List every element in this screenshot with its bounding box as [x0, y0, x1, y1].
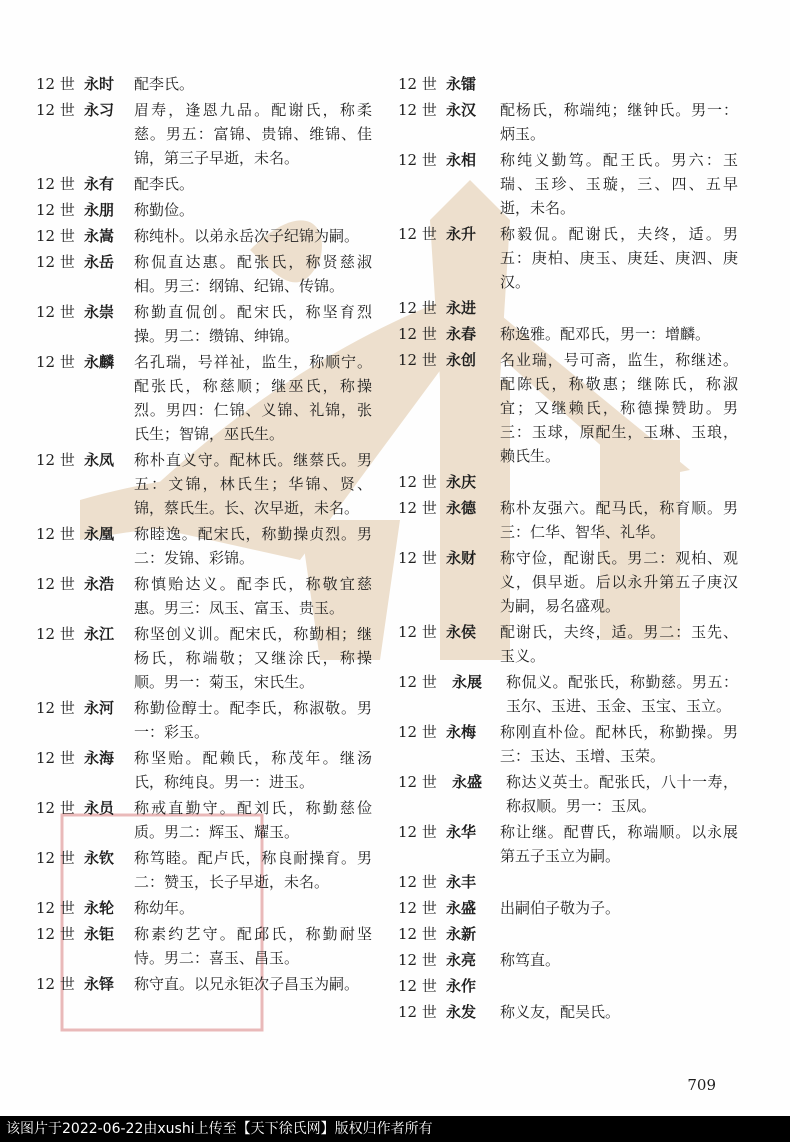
- generation-label: 12 世: [36, 899, 75, 917]
- person-name: 永盛: [452, 773, 483, 791]
- copyright-footer: 该图片于2022-06-22由xushi上传至【天下徐氏网】版权归作者所有: [0, 1116, 790, 1142]
- person-description: 称幼年。: [134, 899, 195, 917]
- generation-label: 12 世: [398, 723, 437, 741]
- person-name: 永朋: [84, 201, 115, 219]
- genealogy-entry: [398, 1000, 738, 1024]
- person-name: 永钜: [84, 925, 115, 943]
- person-name: 永进: [446, 299, 477, 317]
- generation-label: 12 世: [36, 849, 75, 867]
- person-description: 称朴直义守。配林氏。继蔡氏。男五：文锦，林氏生；华锦、贤、锦，蔡氏生。长、次早逝，未名。: [134, 451, 372, 517]
- person-name: 永梅: [446, 723, 477, 741]
- generation-label: 12 世: [36, 625, 75, 643]
- genealogy-entry: [36, 572, 372, 620]
- generation-label: 12 世: [398, 899, 437, 917]
- person-description: 称笃直。: [500, 951, 561, 969]
- person-description: 称守俭，配谢氏。男二：观柏、观义，俱早逝。后以永升第五子庚汉为嗣，易名盛观。: [500, 549, 738, 615]
- person-name: 永麟: [84, 353, 115, 371]
- person-name: 永员: [84, 799, 115, 817]
- person-name: 永岳: [84, 253, 115, 271]
- person-description: 称勤俭。: [134, 201, 195, 219]
- person-name: 永华: [446, 823, 477, 841]
- generation-label: 12 世: [398, 673, 437, 691]
- generation-label: 12 世: [36, 253, 75, 271]
- person-name: 永汉: [446, 101, 477, 119]
- person-name: 永浩: [84, 575, 115, 593]
- person-name: 永钦: [84, 849, 115, 867]
- person-name: 永镭: [446, 75, 477, 93]
- person-name: 永江: [84, 625, 115, 643]
- person-description: 名孔瑞，号祥祉，监生，称顺宁。配张氏，称慈顺；继巫氏，称操烈。男四：仁锦、义锦、礼锦，张氏生；智锦，巫氏生。: [134, 353, 372, 443]
- generation-label: 12 世: [398, 351, 437, 369]
- person-description: 配谢氏，夫终，适。男二：玉先、玉义。: [500, 623, 738, 665]
- person-name: 永庆: [446, 473, 477, 491]
- genealogy-entry: [398, 296, 738, 320]
- genealogy-entry: [398, 870, 738, 894]
- generation-label: 12 世: [36, 699, 75, 717]
- generation-label: 12 世: [36, 575, 75, 593]
- person-name: 永德: [446, 499, 477, 517]
- generation-label: 12 世: [398, 549, 437, 567]
- genealogy-entry: [398, 670, 738, 718]
- person-name: 永嵩: [84, 227, 115, 245]
- generation-label: 12 世: [36, 975, 75, 993]
- person-description: 眉寿，逢恩九品。配谢氏，称柔慈。男五：富锦、贵锦、维锦、佳锦，第三子早逝，未名。: [134, 101, 372, 167]
- generation-label: 12 世: [36, 525, 75, 543]
- person-description: 配杨氏，称端纯；继钟氏。男一：炳玉。: [500, 101, 738, 143]
- generation-label: 12 世: [398, 473, 437, 491]
- person-name: 永凤: [84, 451, 115, 469]
- genealogy-entry: [36, 796, 372, 844]
- generation-label: 12 世: [36, 353, 75, 371]
- generation-label: 12 世: [398, 499, 437, 517]
- genealogy-entry: [398, 720, 738, 768]
- generation-label: 12 世: [36, 303, 75, 321]
- generation-label: 12 世: [36, 201, 75, 219]
- genealogy-entry: [398, 72, 738, 96]
- person-description: 称达义英士。配张氏，八十一寿，称叔顺。男一：玉凤。: [506, 773, 738, 815]
- person-name: 永轮: [84, 899, 115, 917]
- generation-label: 12 世: [36, 799, 75, 817]
- genealogy-entry: [36, 972, 372, 996]
- genealogy-entry: [36, 350, 372, 446]
- person-description: 出嗣伯子敬为子。: [500, 899, 621, 917]
- generation-label: 12 世: [36, 227, 75, 245]
- person-description: 称笃睦。配卢氏，称良耐操育。男二：赞玉，长子早逝，未名。: [134, 849, 372, 891]
- person-name: 永河: [84, 699, 115, 717]
- genealogy-entry: [36, 846, 372, 894]
- genealogy-entry: [36, 696, 372, 744]
- genealogy-entry: [36, 198, 372, 222]
- generation-label: 12 世: [36, 75, 75, 93]
- generation-label: 12 世: [398, 623, 437, 641]
- person-description: 名业瑞，号可斋，监生，称继述。配陈氏，称敬惠；继陈氏，称淑宜；又继赖氏，称德操赞助。男三：玉球，原配生，玉琳、玉琅，赖氏生。: [500, 351, 738, 465]
- generation-label: 12 世: [36, 451, 75, 469]
- genealogy-entry: [36, 448, 372, 520]
- generation-label: 12 世: [398, 951, 437, 969]
- genealogy-entry: [36, 98, 372, 170]
- person-description: 配李氏。: [134, 175, 195, 193]
- generation-label: 12 世: [36, 925, 75, 943]
- genealogy-entry: [36, 522, 372, 570]
- genealogy-entry: [398, 922, 738, 946]
- genealogy-entry: [36, 746, 372, 794]
- person-description: 称坚创义训。配宋氏，称勤相；继杨氏，称端敬；又继涂氏，称操顺。男一：菊玉，宋氏生。: [134, 625, 372, 691]
- person-name: 永侯: [446, 623, 477, 641]
- genealogy-entry: [36, 622, 372, 694]
- genealogy-entry: [36, 250, 372, 298]
- generation-label: 12 世: [398, 823, 437, 841]
- genealogy-entry: [398, 148, 738, 220]
- generation-label: 12 世: [398, 151, 437, 169]
- person-description: 称坚贻。配赖氏，称茂年。继汤氏，称纯良。男一：进玉。: [134, 749, 372, 791]
- genealogy-entry: [398, 98, 738, 146]
- person-name: 永铎: [84, 975, 115, 993]
- genealogy-entry: [398, 546, 738, 618]
- generation-label: 12 世: [398, 773, 437, 791]
- genealogy-entry: [36, 922, 372, 970]
- person-description: 称侃直达惠。配张氏，称贤慈淑相。男三：纲锦、纪锦、传锦。: [134, 253, 372, 295]
- person-description: 称慎贻达义。配李氏，称敬宜慈惠。男三：凤玉、富玉、贵玉。: [134, 575, 372, 617]
- generation-label: 12 世: [398, 1003, 437, 1021]
- person-name: 永海: [84, 749, 115, 767]
- generation-label: 12 世: [398, 75, 437, 93]
- person-description: 称毅侃。配谢氏，夫终，适。男五：庚柏、庚玉、庚廷、庚泗、庚汉。: [500, 225, 738, 291]
- genealogy-entry: [398, 620, 738, 668]
- right-column: [398, 72, 738, 1026]
- generation-label: 12 世: [398, 325, 437, 343]
- person-name: 永凰: [84, 525, 115, 543]
- person-name: 永展: [452, 673, 483, 691]
- person-name: 永发: [446, 1003, 477, 1021]
- genealogy-entry: [36, 172, 372, 196]
- person-description: 称纯义勤笃。配王氏。男六：玉瑞、玉珍、玉璇，三、四、五早逝，未名。: [500, 151, 738, 217]
- genealogy-entry: [398, 222, 738, 294]
- generation-label: 12 世: [36, 175, 75, 193]
- person-description: 称纯朴。以弟永岳次子纪锦为嗣。: [134, 227, 360, 245]
- person-name: 永创: [446, 351, 477, 369]
- generation-label: 12 世: [398, 873, 437, 891]
- genealogy-entry: [398, 470, 738, 494]
- person-description: 称义友，配吴氏。: [500, 1003, 621, 1021]
- person-description: 称让继。配曹氏，称端顺。以永展第五子玉立为嗣。: [500, 823, 738, 865]
- generation-label: 12 世: [36, 749, 75, 767]
- generation-label: 12 世: [398, 101, 437, 119]
- person-name: 永春: [446, 325, 477, 343]
- person-name: 永崇: [84, 303, 115, 321]
- generation-label: 12 世: [398, 225, 437, 243]
- genealogy-entry: [36, 300, 372, 348]
- generation-label: 12 世: [398, 299, 437, 317]
- person-name: 永习: [84, 101, 115, 119]
- person-description: 称刚直朴俭。配林氏，称勤操。男三：玉达、玉增、玉荣。: [500, 723, 738, 765]
- person-description: 称勤俭醇士。配李氏，称淑敬。男一：彩玉。: [134, 699, 372, 741]
- genealogy-entry: [398, 896, 738, 920]
- genealogy-entry: [398, 974, 738, 998]
- person-name: 永财: [446, 549, 477, 567]
- generation-label: 12 世: [398, 977, 437, 995]
- person-description: 配李氏。: [134, 75, 195, 93]
- person-description: 称睦逸。配宋氏，称勤操贞烈。男二：发锦、彩锦。: [134, 525, 372, 567]
- person-description: 称戒直勤守。配刘氏，称勤慈俭质。男二：辉玉、耀玉。: [134, 799, 372, 841]
- genealogy-entry: [36, 72, 372, 96]
- genealogy-entry: [36, 896, 372, 920]
- person-name: 永亮: [446, 951, 477, 969]
- person-name: 永丰: [446, 873, 477, 891]
- person-name: 永盛: [446, 899, 477, 917]
- person-description: 称侃义。配张氏，称勤慈。男五：玉尔、玉进、玉金、玉宝、玉立。: [506, 673, 738, 715]
- person-name: 永升: [446, 225, 477, 243]
- person-name: 永时: [84, 75, 115, 93]
- genealogy-entry: [398, 496, 738, 544]
- person-name: 永新: [446, 925, 477, 943]
- genealogy-entry: [398, 348, 738, 468]
- person-name: 永相: [446, 151, 477, 169]
- person-description: 称朴友强六。配马氏，称育顺。男三：仁华、智华、礼华。: [500, 499, 738, 541]
- genealogy-entry: [398, 820, 738, 868]
- person-name: 永作: [446, 977, 477, 995]
- person-description: 称逸雅。配邓氏，男一：增麟。: [500, 325, 711, 343]
- genealogy-entry: [398, 948, 738, 972]
- person-description: 称守直。以兄永钜次子昌玉为嗣。: [134, 975, 360, 993]
- page-number: 709: [687, 1076, 716, 1094]
- person-description: 称勤直侃创。配宋氏，称坚育烈操。男二：缵锦、绅锦。: [134, 303, 372, 345]
- generation-label: 12 世: [36, 101, 75, 119]
- generation-label: 12 世: [398, 925, 437, 943]
- genealogy-entry: [398, 322, 738, 346]
- genealogy-entry: [398, 770, 738, 818]
- genealogy-entry: [36, 224, 372, 248]
- left-column: [36, 72, 372, 998]
- person-description: 称素约艺守。配邱氏，称勤耐坚恃。男二：喜玉、昌玉。: [134, 925, 372, 967]
- person-name: 永有: [84, 175, 115, 193]
